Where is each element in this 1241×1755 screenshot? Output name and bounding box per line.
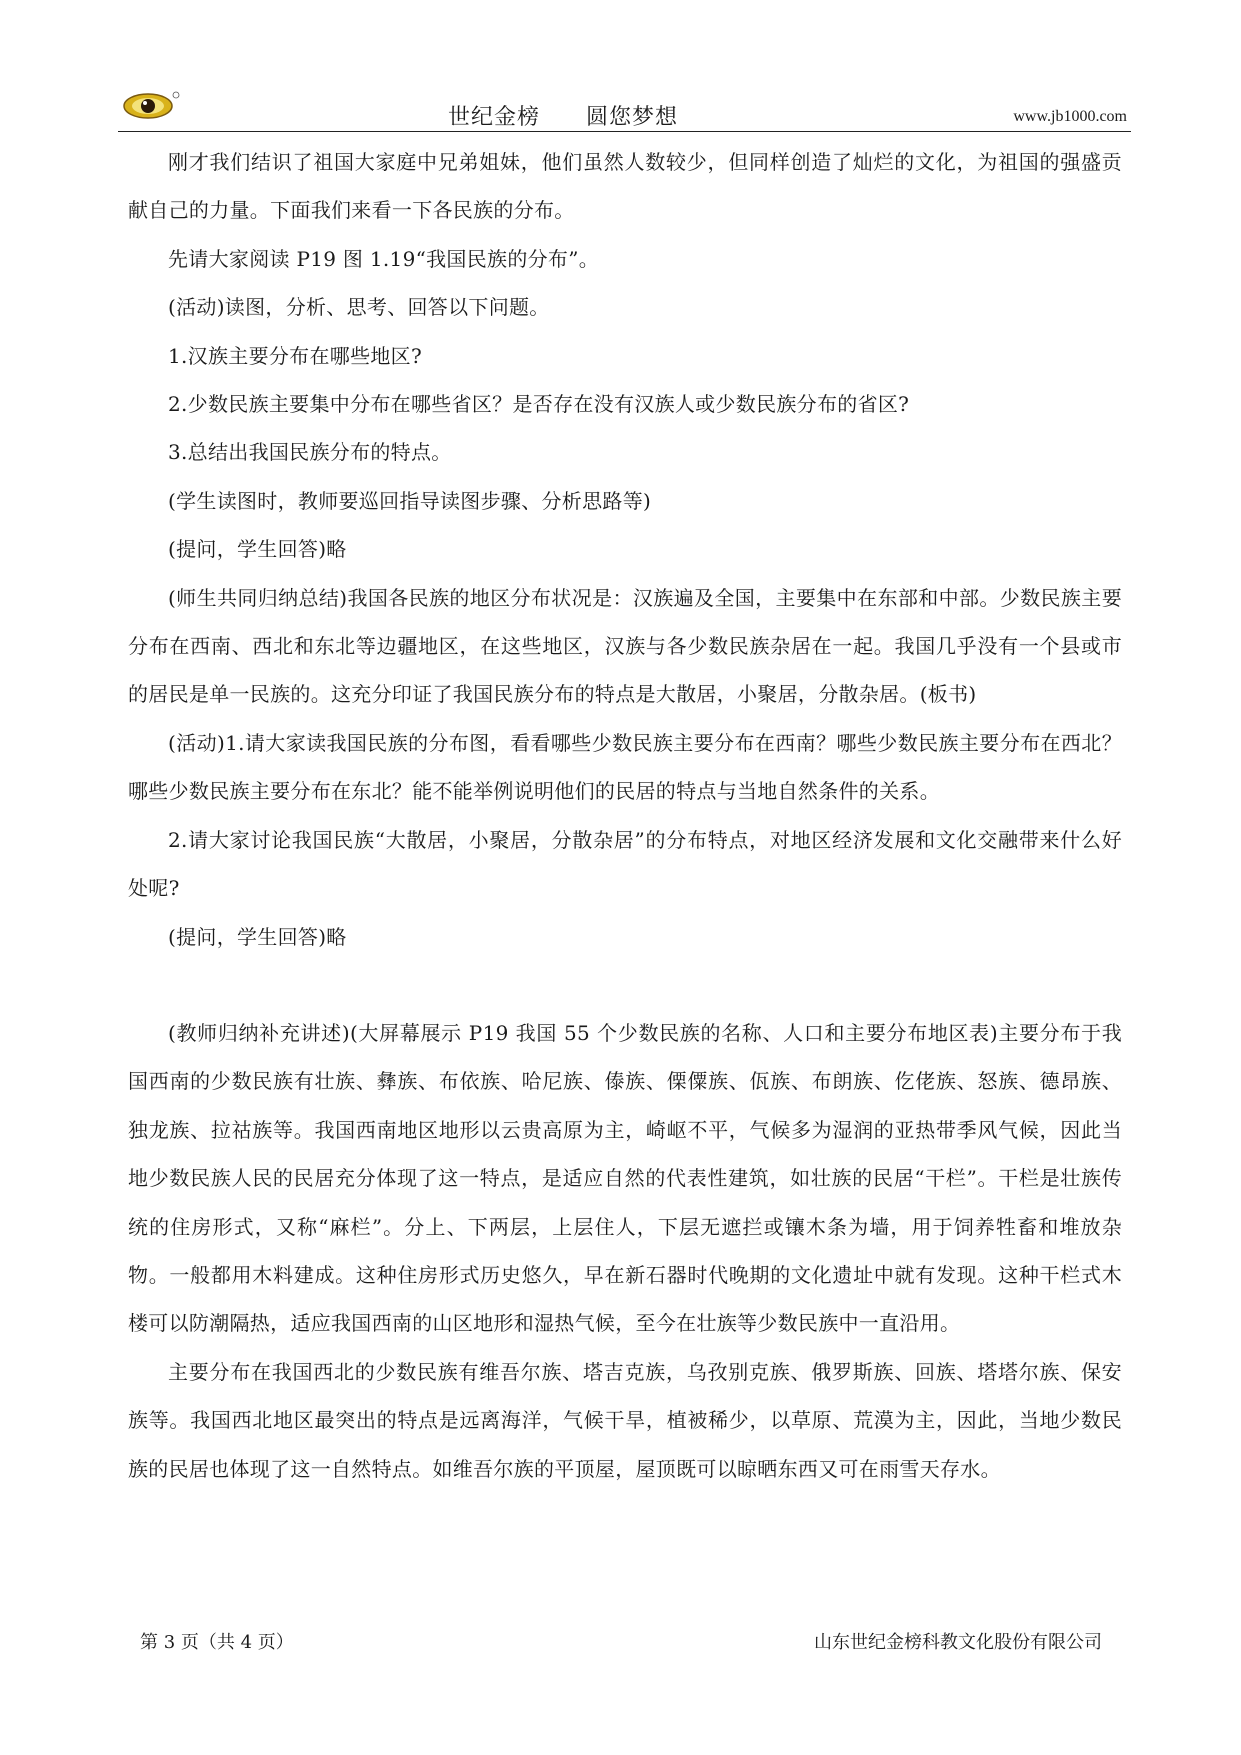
paragraph: 2.请大家讨论我国民族“大散居，小聚居，分散杂居”的分布特点，对地区经济发展和文化交融带来什么好处呢?	[128, 827, 1122, 901]
paragraph: (学生读图时，教师要巡回指导读图步骤、分析思路等)	[168, 488, 652, 513]
eye-logo-icon	[122, 90, 182, 120]
page-number: 第 3 页（共 4 页）	[140, 1632, 294, 1653]
paragraph: 主要分布在我国西北的少数民族有维吾尔族、塔吉克族，乌孜别克族、俄罗斯族、回族、塔塔尔族、保安族等。我国西北地区最突出的特点是远离海洋，气候干旱，植被稀少，以草原、荒漠为主，因此，当地少数民族的民居也体现了这一自然特点。如维吾尔族的平顶屋，屋顶既可以晾晒东西又可在雨雪天存水。	[128, 1359, 1122, 1481]
paragraph: 刚才我们结识了祖国大家庭中兄弟姐妹，他们虽然人数较少，但同样创造了灿烂的文化，为祖国的强盛贡献自己的力量。下面我们来看一下各民族的分布。	[128, 150, 1122, 223]
paragraph: 2.少数民族主要集中分布在哪些省区？是否存在没有汉族人或少数民族分布的省区?	[168, 392, 910, 417]
paragraph: (师生共同归纳总结)我国各民族的地区分布状况是：汉族遍及全国，主要集中在东部和中部。少数民族主要分布在西南、西北和东北等边疆地区，在这些地区，汉族与各少数民族杂居在一起。我国几乎没有一个县或市的居民是单一民族的。这充分印证了我国民族分布的特点是大散居，小聚居，分散杂居。(板书)	[128, 585, 1122, 707]
page-header	[118, 86, 1131, 132]
paragraph: (提问，学生回答)略	[168, 924, 347, 949]
header-rule	[118, 131, 1131, 132]
paragraph: 1.汉族主要分布在哪些地区?	[168, 343, 423, 368]
document-body	[128, 138, 1122, 1493]
paragraph: (教师归纳补充讲述)(大屏幕展示 P19 我国 55 个少数民族的名称、人口和主要分布地区表)主要分布于我国西南的少数民族有壮族、彝族、布依族、哈尼族、傣族、傈僳族、佤族、布朗族、仡佬族、怒族、德昂族、独龙族、拉祜族等。我国西南地区地形以云贵高原为主，崎岖不平，气候多为湿润的亚热带季风气候，因此当地少数民族人民的民居充分体现了这一特点，是适应自然的代表性建筑，如壮族的民居“干栏”。干栏是壮族传统的住房形式，又称“麻栏”。分上、下两层，上层住人，下层无遮拦或镶木条为墙，用于饲养牲畜和堆放杂物。一般都用木料建成。这种住房形式历史悠久，早在新石器时代晚期的文化遗址中就有发现。这种干栏式木楼可以防潮隔热，适应我国西南的山区地形和湿热气候，至今在壮族等少数民族中一直沿用。	[128, 1020, 1122, 1336]
paragraph: (活动)读图，分析、思考、回答以下问题。	[168, 295, 550, 320]
paragraph: (提问，学生回答)略	[168, 537, 347, 562]
paragraph: (活动)1.请大家读我国民族的分布图，看看哪些少数民族主要分布在西南？哪些少数民族主要分布在西北？哪些少数民族主要分布在东北？能不能举例说明他们的民居的特点与当地自然条件的关系。	[128, 730, 1122, 804]
page-footer	[140, 1628, 1102, 1658]
header-title: 世纪金榜 圆您梦想	[448, 105, 679, 130]
company-name: 山东世纪金榜科教文化股份有限公司	[814, 1632, 1102, 1653]
paragraph: 3.总结出我国民族分布的特点。	[168, 440, 452, 465]
header-url: www.jb1000.com	[1013, 108, 1127, 125]
paragraph: 先请大家阅读 P19 图 1.19“我国民族的分布”。	[168, 246, 600, 271]
